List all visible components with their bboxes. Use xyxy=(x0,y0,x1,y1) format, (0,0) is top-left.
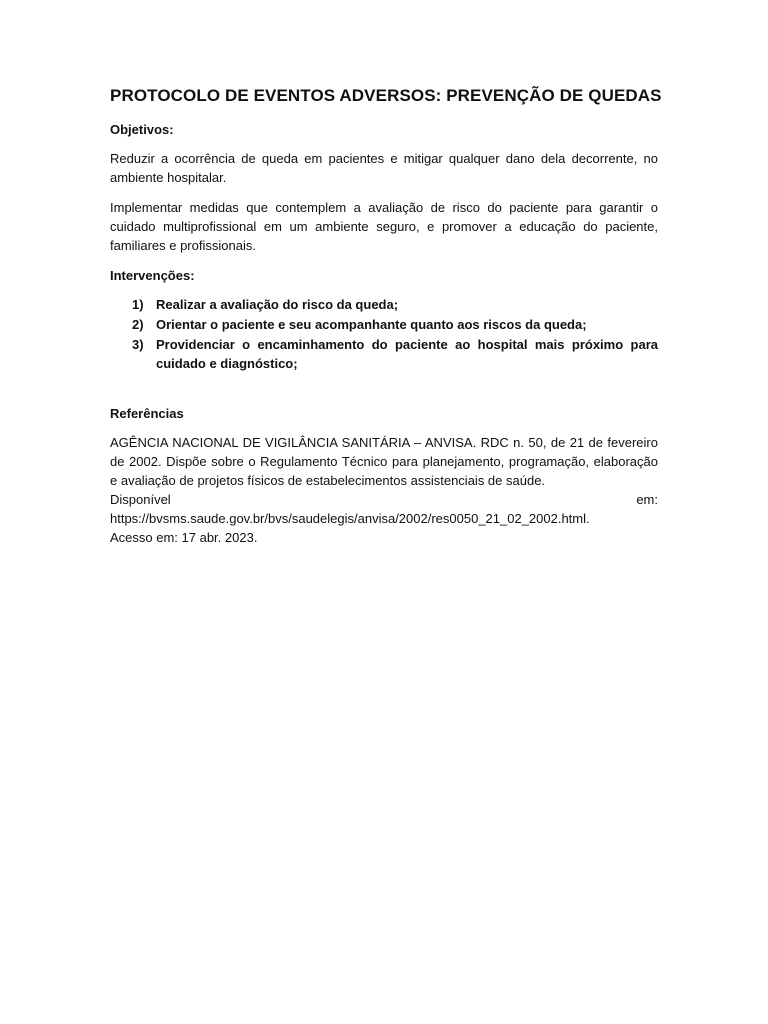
section-spacer xyxy=(110,374,658,404)
intervention-item xyxy=(110,335,658,373)
reference-available-em: em: xyxy=(636,492,658,507)
intervention-item xyxy=(110,295,658,314)
intervention-number: 1) xyxy=(132,297,144,312)
objective-paragraph-2: Implementar medidas que contemplem a avaliação de risco do paciente para garantir o cuidado multiprofissional em um ambiente seguro, e promover a educação do paciente, familiares e profissionais. xyxy=(110,200,658,253)
reference-entry xyxy=(110,433,658,547)
intervention-text: Providenciar o encaminhamento do paciente ao hospital mais próximo para cuidado e diagnóstico; xyxy=(156,337,658,371)
intervention-text: Realizar a avaliação do risco da queda; xyxy=(156,297,399,312)
interventions-list xyxy=(110,295,658,373)
document-page xyxy=(110,86,662,547)
reference-body: AGÊNCIA NACIONAL DE VIGILÂNCIA SANITÁRIA – ANVISA. RDC n. 50, de 21 de fevereiro de 2002. Dispõe sobre o Regulamento Técnico para planejamento, programação, elaboração e avaliação de projetos físicos de estabelecimentos assistenciais de saúde. xyxy=(110,435,658,488)
reference-url: https://bvsms.saude.gov.br/bvs/saudelegis/anvisa/2002/res0050_21_02_2002.html. xyxy=(110,511,590,526)
intervention-number: 2) xyxy=(132,317,144,332)
intervention-item xyxy=(110,315,658,334)
reference-available-line xyxy=(110,490,658,509)
reference-accessed: Acesso em: 17 abr. 2023. xyxy=(110,530,258,545)
intervention-number: 3) xyxy=(132,337,144,352)
references-heading: Referências xyxy=(110,406,184,421)
interventions-heading: Intervenções: xyxy=(110,268,195,283)
objectives-heading: Objetivos: xyxy=(110,122,174,137)
objective-paragraph-1: Reduzir a ocorrência de queda em pacientes e mitigar qualquer dano dela decorrente, no ambiente hospitalar. xyxy=(110,151,658,185)
intervention-text: Orientar o paciente e seu acompanhante quanto aos riscos da queda; xyxy=(156,317,587,332)
document-title: PROTOCOLO DE EVENTOS ADVERSOS: PREVENÇÃO DE QUEDAS xyxy=(110,86,662,105)
reference-available-label: Disponível xyxy=(110,492,171,507)
